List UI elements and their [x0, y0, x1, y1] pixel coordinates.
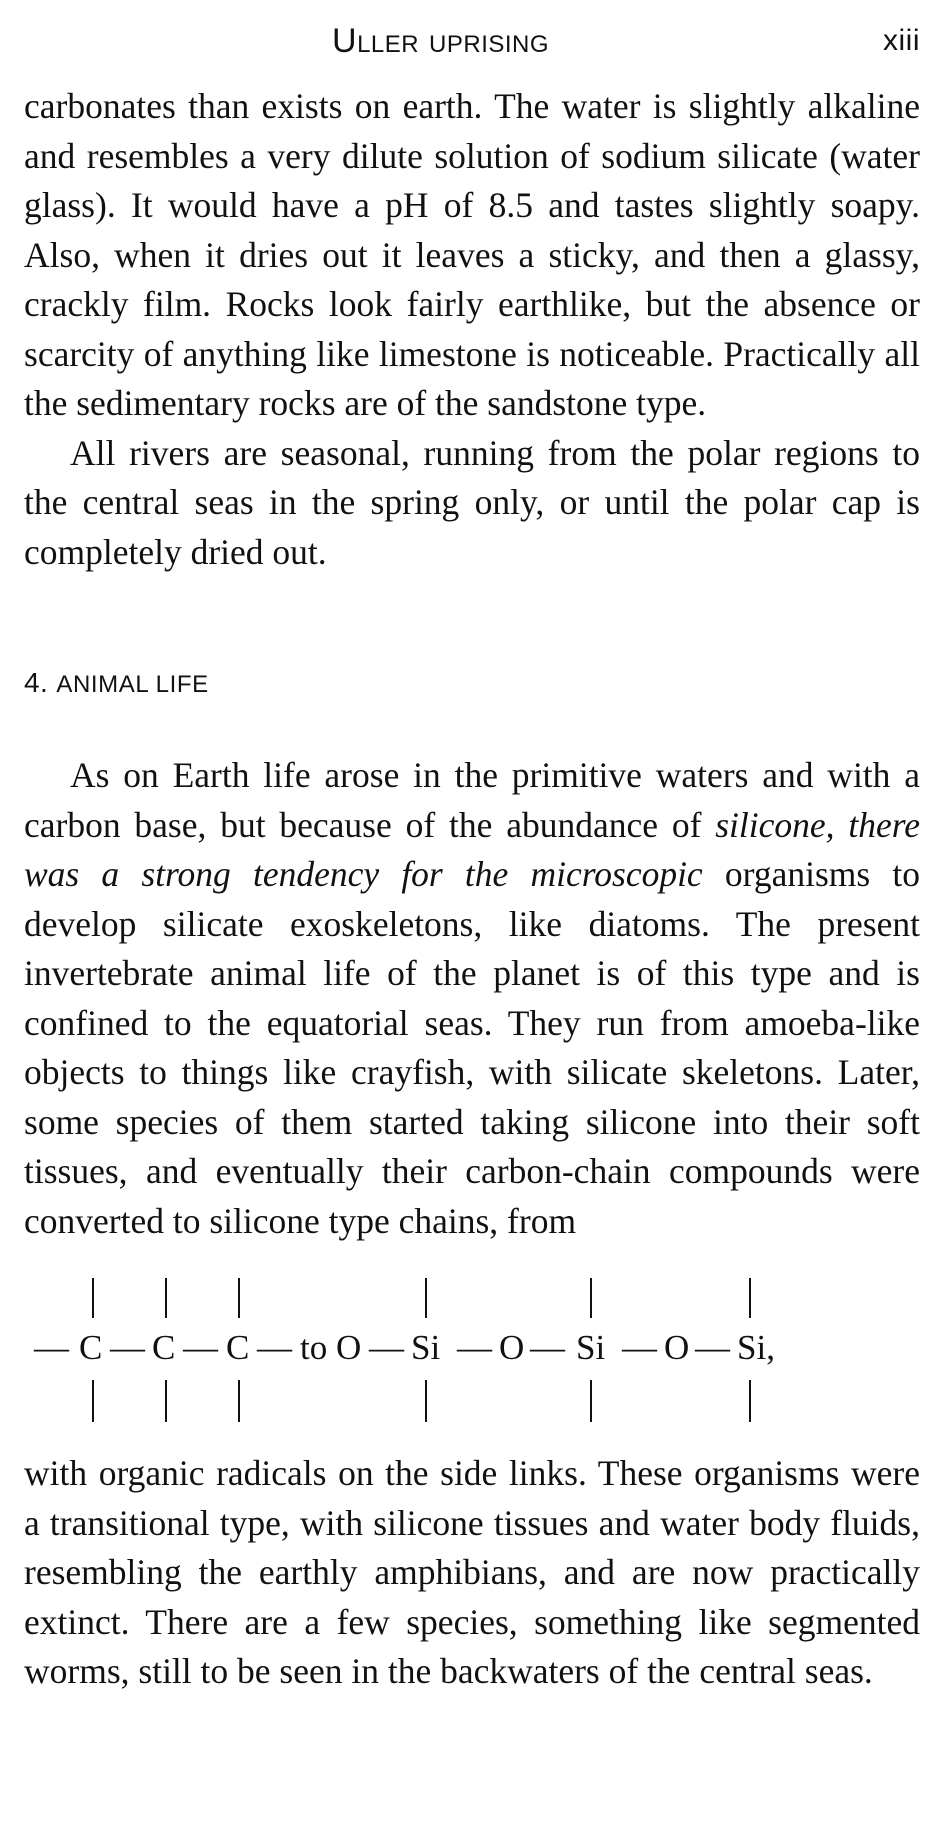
running-title: Uller uprising — [332, 22, 550, 60]
running-head — [24, 10, 920, 66]
formula-bond-up-c3 — [238, 1278, 240, 1318]
formula-bond-up-si1 — [425, 1278, 427, 1318]
formula-bond-up-c2 — [165, 1278, 167, 1318]
formula-carbon-3: C — [226, 1328, 250, 1367]
formula-carbon-1: C — [79, 1328, 103, 1367]
formula-bond-up-c1 — [92, 1278, 94, 1318]
paragraph-organic-radicals: with organic radicals on the side links. These organisms were a transitional type, with silicone tissues and water body fluids, resembling the earthly amphibians, and are now practically extinct. There are a few species, something like segmented worms, still to be seen in the backwaters of the central seas. — [24, 1453, 920, 1691]
paragraph-animal-life-italic: silicone, there was a strong tendency for the microscopic — [24, 804, 920, 894]
formula-bond-5: — — [457, 1328, 492, 1367]
paragraph-animal-life-text-a: As on Earth life arose in the primitive waters and with a carbon base, but because of the abundance of — [24, 755, 920, 845]
section-title: ANIMAL LIFE — [56, 671, 209, 698]
formula-oxygen-1: O — [336, 1328, 362, 1367]
formula-bond-3: — — [257, 1328, 292, 1367]
formula-carbon-2: C — [152, 1328, 176, 1367]
formula-bond-up-si2 — [590, 1278, 592, 1318]
formula-bond-down-si2 — [590, 1380, 592, 1422]
formula-bond-1: — — [110, 1328, 145, 1367]
formula-lead-bond: — — [34, 1328, 69, 1367]
formula-bond-down-c1 — [92, 1380, 94, 1422]
formula-bond-down-c3 — [238, 1380, 240, 1422]
formula-bond-up-si3 — [749, 1278, 751, 1318]
formula-silicon-1: Si — [411, 1328, 441, 1367]
formula-silicon-3: Si, — [737, 1328, 775, 1367]
formula-bond-down-c2 — [165, 1380, 167, 1422]
paragraph-carbonates: carbonates than exists on earth. The water is slightly alkaline and resembles a very dilute solution of sodium silicate (water glass). It would have a pH of 8.5 and tastes slightly soapy. Also, when it dries out it leaves a sticky, and then a glassy, crackly film. Rocks look fairly earthlike, but the absence or scarcity of anything like limestone is noticeable. Practically all the sedimentary rocks are of the sandstone type. — [24, 86, 920, 423]
book-page — [24, 10, 920, 1830]
chemical-formula — [24, 1272, 920, 1437]
formula-bond-4: — — [369, 1328, 404, 1367]
formula-bond-6: — — [530, 1328, 565, 1367]
formula-silicon-2: Si — [576, 1328, 606, 1367]
formula-to-word: to — [300, 1328, 328, 1367]
paragraph-animal-life-text-b: organisms to develop silicate exoskeletons, like diatoms. The present invertebrate animal life of the planet is of this type and is confined to the equatorial seas. They run from amoeba-like objects to things like crayfish, with silicate skeletons. Later, some species of them started taking silicone into their soft tissues, and eventually their carbon-chain compounds were converted to silicone type chains, from — [24, 854, 920, 1241]
formula-bond-8: — — [695, 1328, 730, 1367]
formula-bond-down-si3 — [749, 1380, 751, 1422]
formula-oxygen-3: O — [664, 1328, 690, 1367]
page-number: xiii — [883, 24, 920, 57]
paragraph-animal-life — [24, 751, 920, 1246]
section-heading — [24, 663, 920, 705]
formula-bond-2: — — [183, 1328, 218, 1367]
paragraph-rivers: All rivers are seasonal, running from the polar regions to the central seas in the spring only, or until the polar cap is completely dried out. — [24, 432, 920, 572]
section-number: 4. — [24, 667, 49, 698]
formula-bond-7: — — [622, 1328, 657, 1367]
formula-bond-down-si1 — [425, 1380, 427, 1422]
formula-oxygen-2: O — [499, 1328, 525, 1367]
